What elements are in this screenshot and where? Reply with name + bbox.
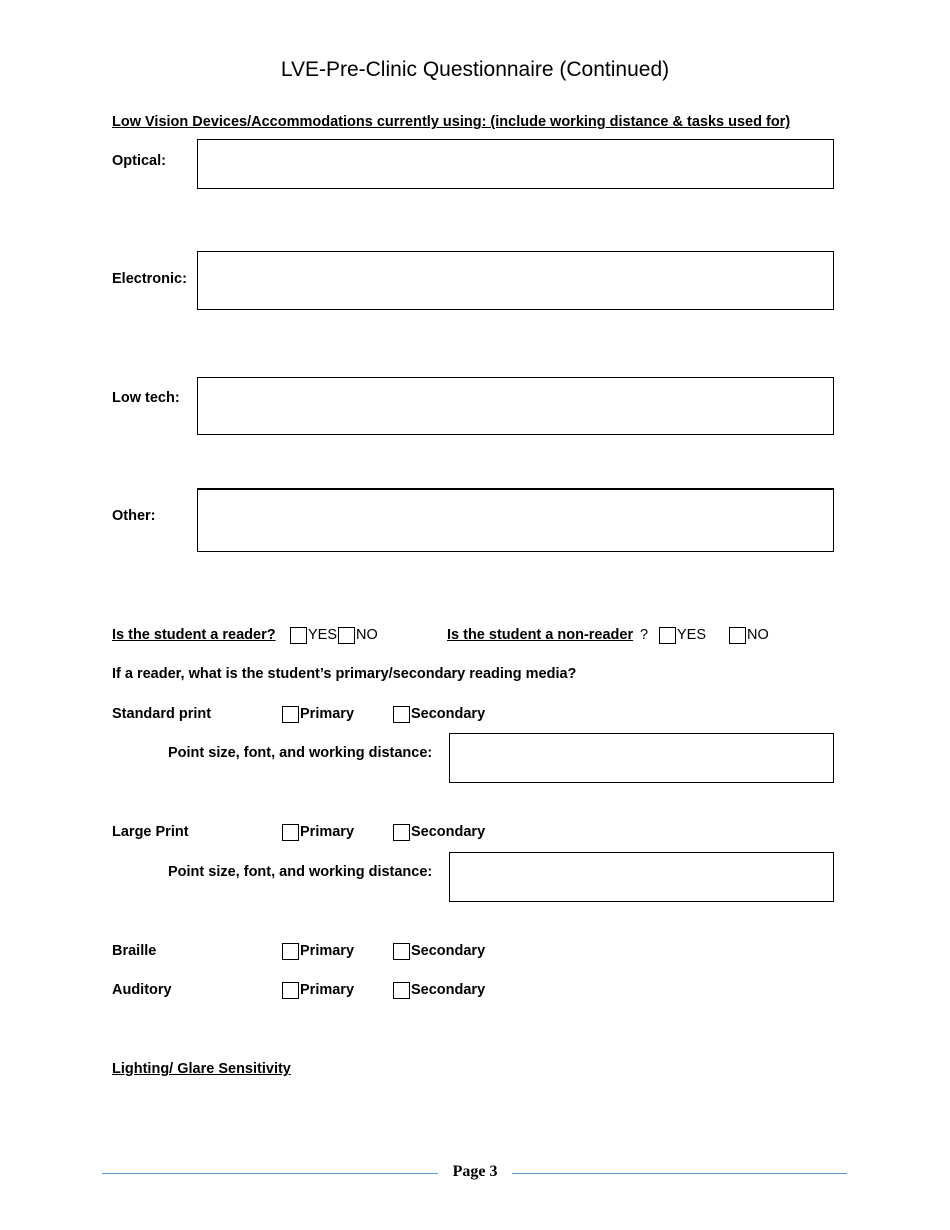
- lighting-heading: Lighting/ Glare Sensitivity: [112, 1061, 291, 1077]
- auditory-primary-label: Primary: [300, 982, 355, 998]
- large-print-detail-label: Point size, font, and working distance:: [168, 864, 433, 880]
- electronic-label: Electronic:: [112, 271, 187, 287]
- large-print-primary-checkbox[interactable]: [282, 824, 299, 841]
- other-label: Other:: [112, 508, 156, 524]
- nonreader-yes-label: YES: [677, 627, 707, 643]
- devices-heading: Low Vision Devices/Accommodations currently using: (include working distance & tasks used for): [112, 114, 791, 130]
- reader-question: Is the student a reader?: [112, 627, 276, 643]
- low-tech-label: Low tech:: [112, 390, 180, 406]
- braille-primary-label: Primary: [300, 943, 355, 959]
- nonreader-no-checkbox[interactable]: [729, 627, 746, 644]
- braille-label: Braille: [112, 943, 157, 959]
- optical-field[interactable]: [197, 139, 834, 189]
- large-print-detail-field[interactable]: [449, 852, 834, 902]
- standard-print-secondary-checkbox[interactable]: [393, 706, 410, 723]
- nonreader-yes-checkbox[interactable]: [659, 627, 676, 644]
- large-print-label: Large Print: [112, 824, 189, 840]
- standard-print-detail-label: Point size, font, and working distance:: [168, 745, 433, 761]
- page-title: LVE-Pre-Clinic Questionnaire (Continued): [280, 58, 670, 81]
- standard-print-primary-checkbox[interactable]: [282, 706, 299, 723]
- large-print-primary-label: Primary: [300, 824, 355, 840]
- standard-print-detail-field[interactable]: [449, 733, 834, 783]
- nonreader-question: Is the student a non-reader: [447, 627, 634, 643]
- reader-no-checkbox[interactable]: [338, 627, 355, 644]
- media-question: If a reader, what is the student’s primary/secondary reading media?: [112, 666, 577, 682]
- braille-primary-checkbox[interactable]: [282, 943, 299, 960]
- auditory-label: Auditory: [112, 982, 172, 998]
- large-print-secondary-label: Secondary: [411, 824, 486, 840]
- page-number: Page 3: [452, 1163, 498, 1180]
- nonreader-no-label: NO: [747, 627, 769, 643]
- auditory-primary-checkbox[interactable]: [282, 982, 299, 999]
- standard-print-primary-label: Primary: [300, 706, 355, 722]
- footer-rule-right: [512, 1173, 847, 1174]
- auditory-secondary-checkbox[interactable]: [393, 982, 410, 999]
- braille-secondary-checkbox[interactable]: [393, 943, 410, 960]
- large-print-secondary-checkbox[interactable]: [393, 824, 410, 841]
- auditory-secondary-label: Secondary: [411, 982, 486, 998]
- reader-yes-checkbox[interactable]: [290, 627, 307, 644]
- standard-print-secondary-label: Secondary: [411, 706, 486, 722]
- reader-yes-label: YES: [308, 627, 338, 643]
- standard-print-label: Standard print: [112, 706, 212, 722]
- reader-no-label: NO: [356, 627, 378, 643]
- braille-secondary-label: Secondary: [411, 943, 486, 959]
- nonreader-question-mark: ?: [640, 627, 649, 643]
- electronic-field[interactable]: [197, 251, 834, 310]
- other-field[interactable]: [197, 488, 834, 552]
- optical-label: Optical:: [112, 153, 166, 169]
- low-tech-field[interactable]: [197, 377, 834, 435]
